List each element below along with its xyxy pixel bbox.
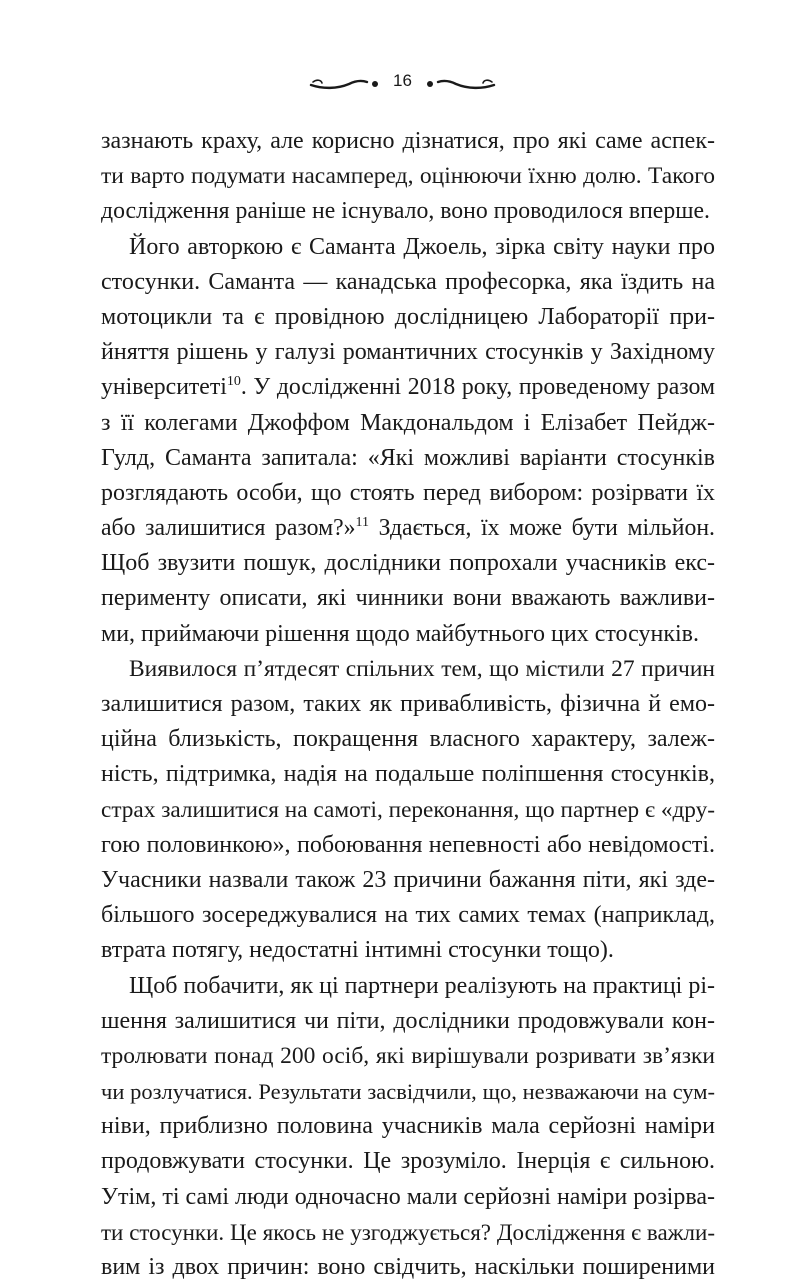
page-header <box>0 68 805 98</box>
line-text: або залишитися разом?» <box>101 515 356 541</box>
page-number: 16 <box>393 71 412 91</box>
line-text: університеті <box>101 374 227 400</box>
text-line: вим із двох причин: воно свідчить, наскільки поширеними <box>101 1250 715 1285</box>
text-line: перименту описати, які чинники вони вважають важливи- <box>101 581 715 616</box>
text-line: ти стосунки. Це якось не узгоджується? Дослідження є важли- <box>101 1215 715 1250</box>
text-line: гою половинкою», побоювання непевності або невідомості. <box>101 828 715 863</box>
text-line: більшого зосереджувалися на тих самих темах (наприклад, <box>101 898 715 933</box>
text-line-with-footnote <box>101 511 715 546</box>
footnote-marker[interactable]: 11 <box>356 515 369 530</box>
text-line: Учасники назвали також 23 причини бажання піти, які зде- <box>101 863 715 898</box>
text-line: Виявилося п’ятдесят спільних тем, що містили 27 причин <box>101 652 715 687</box>
text-line: Гулд, Саманта запитала: «Які можливі варіанти стосунків <box>101 441 715 476</box>
text-line: Його авторкою є Саманта Джоель, зірка світу науки про <box>101 230 715 265</box>
text-line: Щоб звузити пошук, дослідники попрохали учасників екс- <box>101 546 715 581</box>
text-line: шення залишитися чи піти, дослідники продовжували кон- <box>101 1004 715 1039</box>
line-text: Здається, їх може бути мільйон. <box>369 515 715 541</box>
text-line: Щоб побачити, як ці партнери реалізують на практиці рі- <box>101 969 715 1004</box>
text-line: ніви, приблизно половина учасників мала серйозні наміри <box>101 1109 715 1144</box>
paragraph-1 <box>101 124 715 230</box>
right-ornament-icon <box>426 73 496 93</box>
text-line: стосунки. Саманта — канадська професорка, яка їздить на <box>101 265 715 300</box>
text-line: мотоцикли та є провідною дослідницею Лабораторії при- <box>101 300 715 335</box>
text-body <box>101 124 715 1285</box>
text-line: ти варто подумати насамперед, оцінюючи їхню долю. Такого <box>101 159 715 194</box>
text-line: ційна близькість, покращення власного характеру, залеж- <box>101 722 715 757</box>
paragraph-4 <box>101 969 715 1285</box>
left-ornament-icon <box>309 73 379 93</box>
paragraph-2 <box>101 230 715 652</box>
text-line: продовжувати стосунки. Це зрозуміло. Інерція є сильною. <box>101 1144 715 1179</box>
text-line: страх залишитися на самоті, переконання, що партнер є «дру- <box>101 793 715 828</box>
text-line: Утім, ті самі люди одночасно мали серйозні наміри розірва- <box>101 1180 715 1215</box>
text-line: втрата потягу, недостатні інтимні стосунки тощо). <box>101 933 715 968</box>
text-line: ми, приймаючи рішення щодо майбутнього цих стосунків. <box>101 617 715 652</box>
text-line: зазнають краху, але корисно дізнатися, про які саме аспек- <box>101 124 715 159</box>
paragraph-3 <box>101 652 715 969</box>
text-line: дослідження раніше не існувало, воно проводилося вперше. <box>101 194 715 229</box>
text-line: тролювати понад 200 осіб, які вирішували розривати зв’язки <box>101 1039 715 1074</box>
text-line: залишитися разом, таких як привабливість, фізична й емо- <box>101 687 715 722</box>
text-line: ність, підтримка, надія на подальше поліпшення стосунків, <box>101 757 715 792</box>
text-line-with-footnote <box>101 370 715 405</box>
line-text: . У дослідженні 2018 року, проведеному разом <box>241 374 715 400</box>
footnote-marker[interactable]: 10 <box>227 374 241 389</box>
text-line: з її колегами Джоффом Макдональдом і Елізабет Пейдж- <box>101 406 715 441</box>
text-line: йняття рішень у галузі романтичних стосунків у Західному <box>101 335 715 370</box>
text-line: чи розлучатися. Результати засвідчили, що, незважаючи на сум- <box>101 1074 715 1109</box>
text-line: розглядають особи, що стоять перед вибором: розірвати їх <box>101 476 715 511</box>
